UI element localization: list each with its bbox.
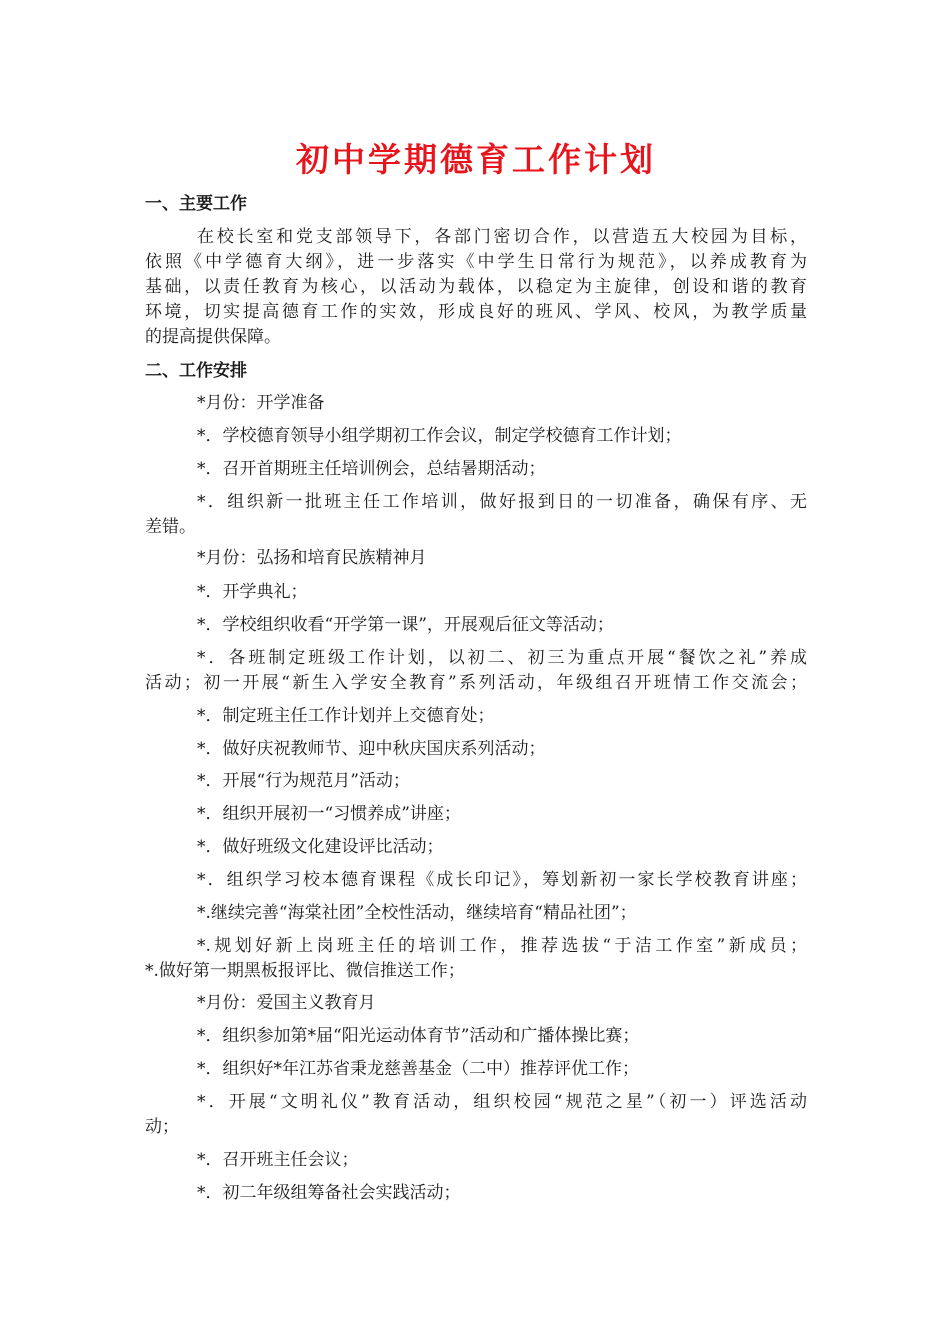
list-item: *．组织开展初一“习惯养成”讲座； (197, 804, 461, 824)
list-item: *.做好第一期黑板报评比、微信推送工作； (145, 961, 465, 981)
list-item: *．开学典礼； (197, 582, 308, 602)
list-item: *．学校组织收看“开学第一课”，开展观后征文等活动； (197, 615, 614, 635)
list-item-continuation: 差错。 (145, 517, 196, 537)
paragraph-line: 基础，以责任教育为核心，以活动为载体，以稳定为主旋律，创设和谐的教育 (145, 277, 807, 297)
paragraph-line: 的提高提供保障。 (145, 327, 281, 347)
list-item: *．组织参加第*届“阳光运动体育节”活动和广播体操比赛； (197, 1026, 640, 1046)
list-item-continuation: 动； (145, 1117, 179, 1137)
month-heading: *月份：弘扬和培育民族精神月 (197, 548, 427, 568)
list-item: *．学校德育领导小组学期初工作会议，制定学校德育工作计划； (197, 426, 682, 446)
list-item: *．开展“文明礼仪”教育活动，组织校园“规范之星”（初一）评选活动 (197, 1092, 807, 1112)
list-item-continuation: 活动；初一开展“新生入学安全教育”系列活动，年级组召开班情工作交流会； (145, 673, 807, 693)
section-heading-work-arrangement: 二、工作安排 (145, 361, 247, 381)
list-item: *.规划好新上岗班主任的培训工作，推荐选拔“于洁工作室”新成员； (197, 936, 807, 956)
list-item: *．召开首期班主任培训例会，总结暑期活动； (197, 459, 546, 479)
paragraph-line: 环境，切实提高德育工作的实效，形成良好的班风、学风、校风，为教学质量 (145, 302, 807, 322)
paragraph-line: 在校长室和党支部领导下，各部门密切合作，以营造五大校园为目标， (197, 227, 807, 247)
list-item: *．做好庆祝教师节、迎中秋庆国庆系列活动； (197, 739, 546, 759)
section-heading-main-work: 一、主要工作 (145, 194, 247, 214)
list-item: *．召开班主任会议； (197, 1150, 359, 1170)
list-item: *．初二年级组筹备社会实践活动； (197, 1183, 461, 1203)
list-item: *．做好班级文化建设评比活动； (197, 837, 444, 857)
list-item: *．制定班主任工作计划并上交德育处； (197, 706, 495, 726)
list-item: *.继续完善“海棠社团”全校性活动，继续培育“精品社团”； (197, 903, 637, 923)
month-heading: *月份：开学准备 (197, 393, 325, 413)
document-title: 初中学期德育工作计划 (296, 140, 656, 179)
list-item: *．组织学习校本德育课程《成长印记》，筹划新初一家长学校教育讲座； (197, 870, 807, 890)
list-item: *．组织新一批班主任工作培训，做好报到日的一切准备，确保有序、无 (197, 492, 807, 512)
list-item: *．开展“行为规范月”活动； (197, 771, 410, 791)
list-item: *．各班制定班级工作计划，以初二、初三为重点开展“餐饮之礼”养成 (197, 648, 807, 668)
paragraph-line: 依照《中学德育大纲》，进一步落实《中学生日常行为规范》，以养成教育为 (145, 252, 807, 272)
month-heading: *月份：爱国主义教育月 (197, 993, 376, 1013)
list-item: *．组织好*年江苏省秉龙慈善基金（二中）推荐评优工作； (197, 1059, 639, 1079)
